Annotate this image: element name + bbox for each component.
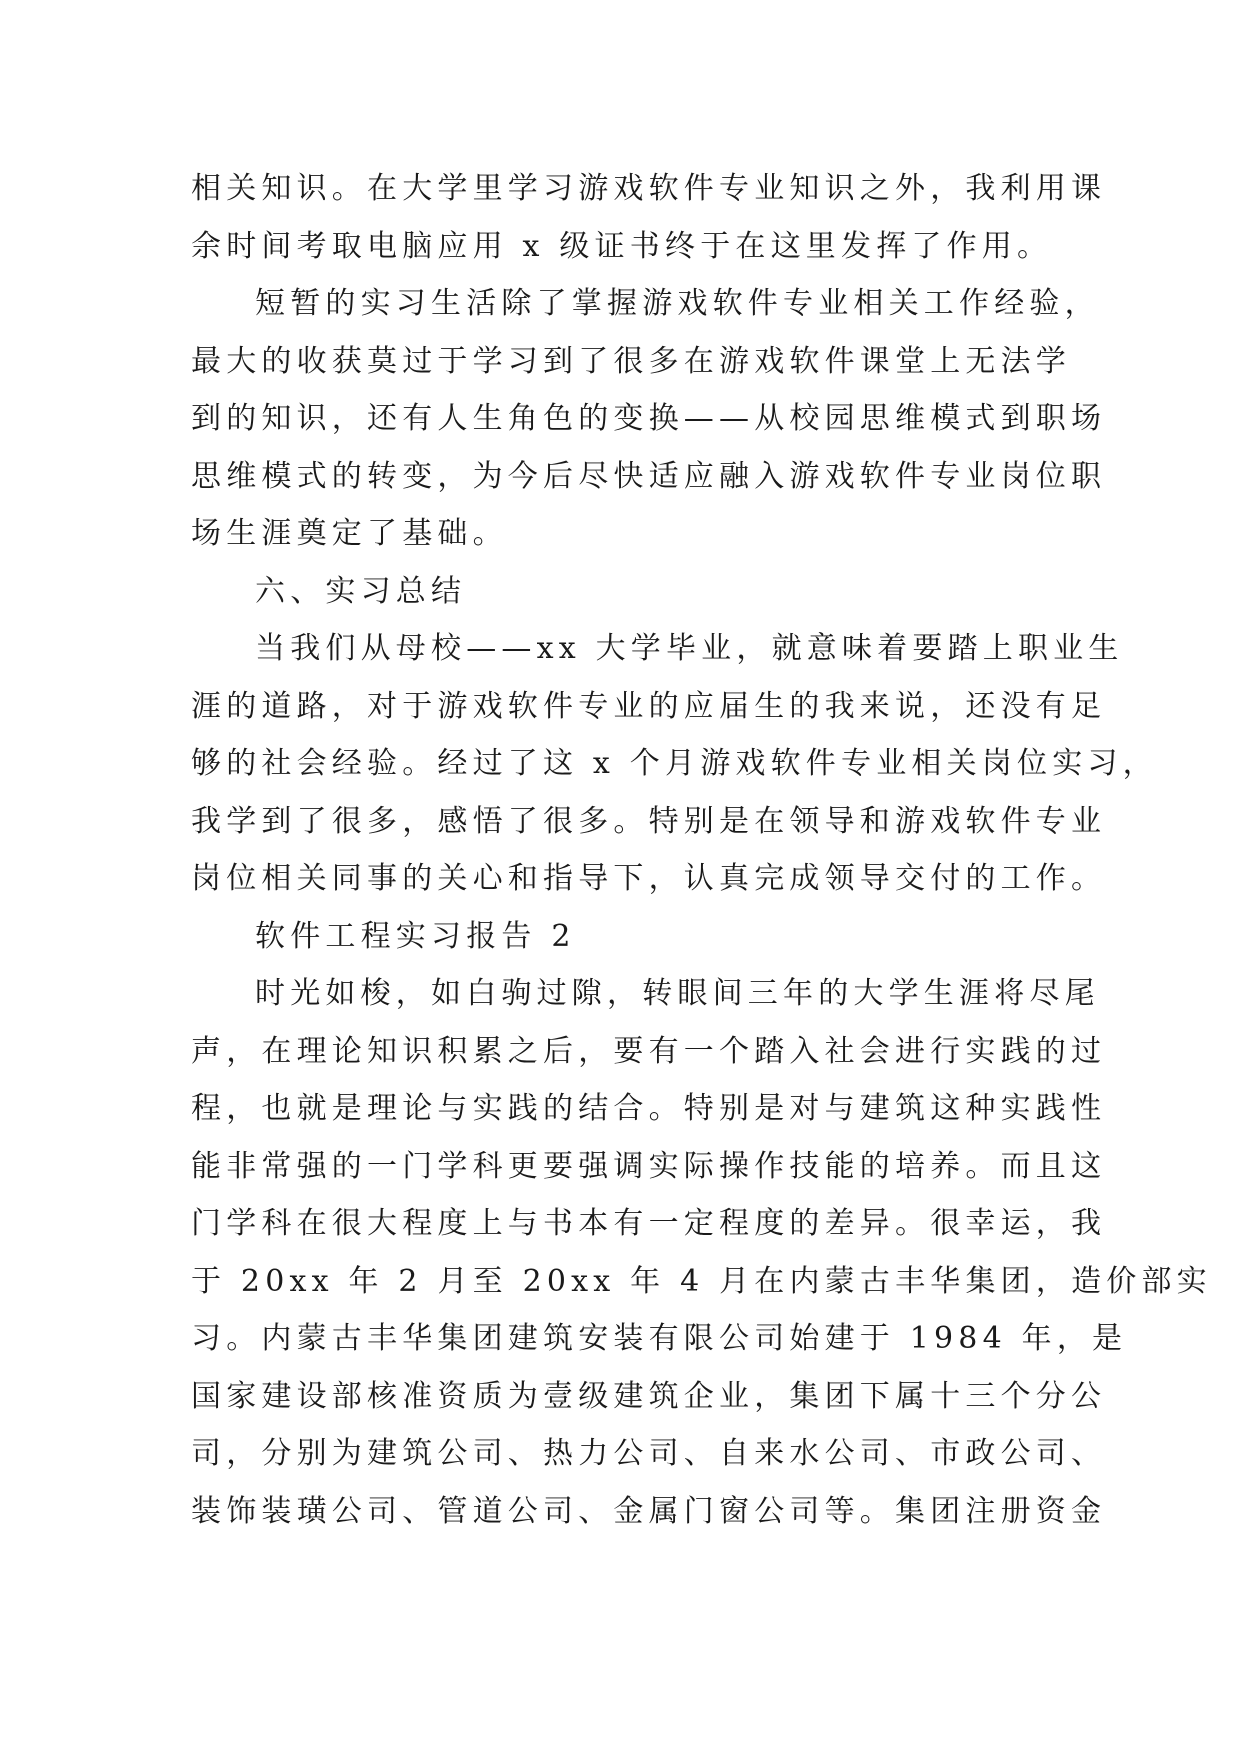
- document-body: [191, 160, 1212, 1540]
- text-line: 够的社会经验。经过了这 x 个月游戏软件专业相关岗位实习，: [191, 746, 1158, 781]
- text-line: 司，分别为建筑公司、热力公司、自来水公司、市政公司、: [191, 1436, 1107, 1471]
- text-line: 程，也就是理论与实践的结合。特别是对与建筑这种实践性: [191, 1091, 1107, 1126]
- text-line: 到的知识，还有人生角色的变换——从校园思维模式到职场: [191, 401, 1107, 436]
- paragraph-start-line: 时光如梭，如白驹过隙，转眼间三年的大学生涯将尽尾: [255, 976, 1100, 1011]
- text-line: 思维模式的转变，为今后尽快适应融入游戏软件专业岗位职: [191, 458, 1107, 494]
- text-line: 场生涯奠定了基础。: [191, 516, 508, 551]
- text-line: 装饰装璜公司、管道公司、金属门窗公司等。集团注册资金: [191, 1493, 1107, 1529]
- paragraph-start-line: 短暂的实习生活除了掌握游戏软件专业相关工作经验，: [255, 286, 1100, 321]
- text-line: 余时间考取电脑应用 x 级证书终于在这里发挥了作用。: [191, 228, 1053, 264]
- text-line: 能非常强的一门学科更要强调实际操作技能的培养。而且这: [191, 1148, 1107, 1184]
- text-line: 岗位相关同事的关心和指导下，认真完成领导交付的工作。: [191, 861, 1107, 896]
- text-line: 于 20xx 年 2 月至 20xx 年 4 月在内蒙古丰华集团，造价部实: [191, 1263, 1212, 1299]
- text-line: 国家建设部核准资质为壹级建筑企业，集团下属十三个分公: [191, 1378, 1107, 1414]
- text-line: 声，在理论知识积累之后，要有一个踏入社会进行实践的过: [191, 1033, 1107, 1069]
- section-heading: 六、实习总结: [255, 573, 467, 609]
- text-line: 最大的收获莫过于学习到了很多在游戏软件课堂上无法学: [191, 343, 1071, 379]
- report-title: 软件工程实习报告 2: [255, 918, 576, 954]
- text-line: 习。内蒙古丰华集团建筑安装有限公司始建于 1984 年，是: [191, 1321, 1128, 1356]
- text-line: 相关知识。在大学里学习游戏软件专业知识之外，我利用课: [191, 171, 1107, 206]
- text-line: 我学到了很多，感悟了很多。特别是在领导和游戏软件专业: [191, 803, 1107, 839]
- text-line: 门学科在很大程度上与书本有一定程度的差异。很幸运，我: [191, 1206, 1107, 1241]
- paragraph-start-line: 当我们从母校——xx 大学毕业，就意味着要踏上职业生: [255, 631, 1124, 666]
- text-line: 涯的道路，对于游戏软件专业的应届生的我来说，还没有足: [191, 688, 1107, 724]
